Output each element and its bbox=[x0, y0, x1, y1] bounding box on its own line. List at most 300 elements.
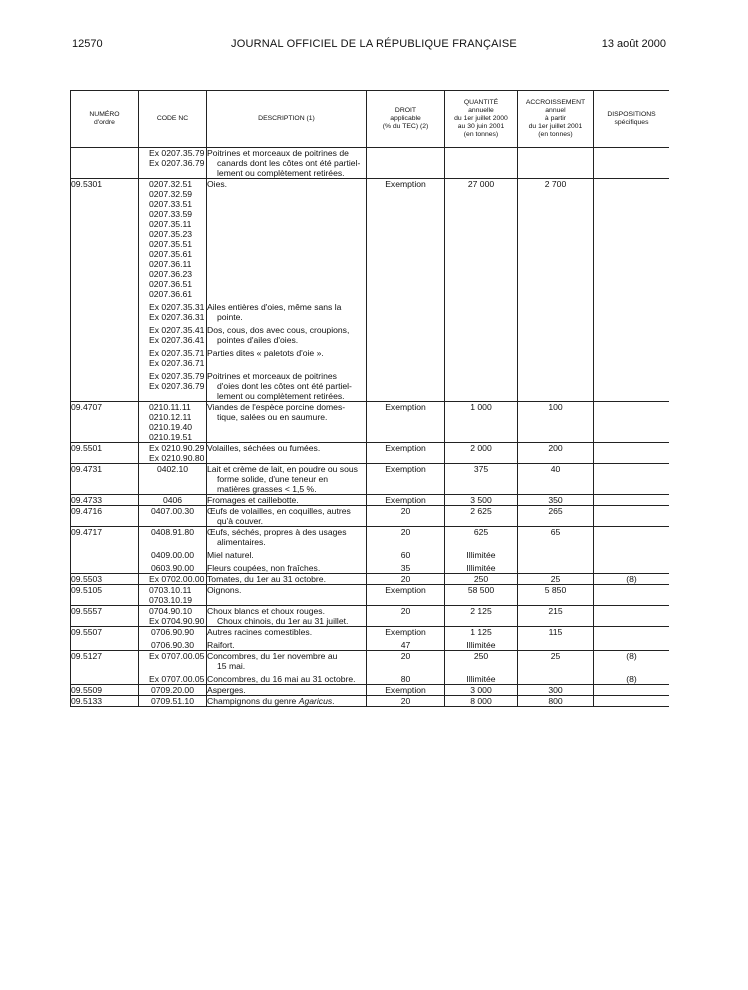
table-row bbox=[71, 574, 670, 585]
col-header-accroissement-line: à partir bbox=[544, 115, 567, 123]
description-text: lement ou complètement retirées. bbox=[217, 391, 345, 401]
cell-code-nc bbox=[139, 179, 207, 402]
accroissement-value-block bbox=[518, 550, 593, 560]
code-nc: 0210.12.11 bbox=[149, 412, 192, 422]
description-text: Parties dites « paletots d'oie ». bbox=[207, 348, 324, 358]
description-text: d'oies dont les côtes ont été partiel- bbox=[217, 381, 352, 391]
cell-dispositions bbox=[594, 651, 670, 685]
description-line bbox=[207, 640, 366, 650]
table-row bbox=[71, 627, 670, 651]
cell-numero: 09.5503 bbox=[71, 574, 139, 585]
droit-value: Exemption bbox=[385, 585, 426, 595]
quantite-value: 250 bbox=[473, 651, 489, 661]
cell-code-nc bbox=[139, 696, 207, 707]
code-nc: Ex 0210.90.80 bbox=[149, 453, 205, 463]
code-nc: 0407.00.30 bbox=[150, 506, 194, 516]
code-nc: Ex 0702.00.00 bbox=[149, 574, 205, 584]
description-text: Concombres, du 16 mai au 31 octobre. bbox=[207, 674, 356, 684]
quantite-value: Illimitée bbox=[466, 563, 496, 573]
col-header-droit bbox=[367, 91, 445, 148]
droit-value: 60 bbox=[400, 550, 411, 560]
description-block bbox=[207, 550, 366, 560]
cell-code-nc bbox=[139, 402, 207, 443]
description-text: 15 mai. bbox=[217, 661, 246, 671]
code-block bbox=[139, 651, 206, 671]
cell-droit bbox=[367, 402, 445, 443]
description-block bbox=[207, 302, 366, 322]
accroissement-value-block bbox=[518, 402, 593, 442]
accroissement-value: 5 850 bbox=[544, 585, 567, 595]
quantite-value-block bbox=[445, 627, 517, 637]
droit-value-block bbox=[367, 696, 444, 706]
description-text: matières grasses < 1,5 %. bbox=[217, 484, 317, 494]
accroissement-value-block bbox=[518, 325, 593, 345]
droit-value: 47 bbox=[400, 640, 411, 650]
droit-value-block bbox=[367, 674, 444, 684]
code-nc: 0207.35.61 bbox=[149, 249, 193, 259]
description-block bbox=[207, 627, 366, 637]
code-nc: Ex 0207.35.79 bbox=[149, 371, 205, 381]
accroissement-value-block bbox=[518, 348, 593, 368]
code-nc: 0704.90.10 bbox=[149, 606, 193, 616]
description-text: canards dont les côtes ont été partiel- bbox=[217, 158, 361, 168]
quantite-value: 58 500 bbox=[467, 585, 495, 595]
dispositions-value-block bbox=[594, 506, 669, 526]
description-line bbox=[207, 585, 366, 595]
quantite-value-block bbox=[445, 179, 517, 299]
code-nc: 0210.19.51 bbox=[149, 432, 193, 442]
description-block bbox=[207, 402, 366, 442]
quantite-value-block bbox=[445, 148, 517, 178]
cell-code-nc bbox=[139, 495, 207, 506]
quantite-value-block bbox=[445, 696, 517, 706]
description-line bbox=[207, 168, 366, 178]
col-header-numero-line: d'ordre bbox=[94, 119, 115, 126]
cell-description bbox=[207, 627, 367, 651]
droit-value-block bbox=[367, 640, 444, 650]
quantite-value-block bbox=[445, 674, 517, 684]
accroissement-value-block bbox=[518, 371, 593, 401]
cell-numero: 09.5557 bbox=[71, 606, 139, 627]
code-block bbox=[139, 402, 206, 442]
quantite-value: Illimitée bbox=[466, 640, 496, 650]
code-nc: Ex 0207.35.31 bbox=[149, 302, 205, 312]
description-block bbox=[207, 563, 366, 573]
quantite-value: Illimitée bbox=[466, 550, 496, 560]
code-nc: Ex 0707.00.05 bbox=[149, 674, 205, 684]
cell-dispositions bbox=[594, 606, 670, 627]
dispositions-value: (8) bbox=[626, 674, 637, 684]
accroissement-value-block bbox=[518, 302, 593, 322]
cell-quantite bbox=[445, 606, 518, 627]
quantite-value-block bbox=[445, 506, 517, 526]
quantite-value: 625 bbox=[473, 527, 489, 537]
quantite-value-block bbox=[445, 464, 517, 494]
description-text: . bbox=[332, 696, 335, 706]
cell-code-nc bbox=[139, 148, 207, 179]
droit-value-block bbox=[367, 443, 444, 463]
accroissement-value-block bbox=[518, 443, 593, 463]
description-block bbox=[207, 148, 366, 178]
accroissement-value: 2 700 bbox=[544, 179, 567, 189]
code-nc: Ex 0207.36.79 bbox=[149, 158, 205, 168]
cell-quantite bbox=[445, 696, 518, 707]
cell-dispositions bbox=[594, 402, 670, 443]
cell-code-nc bbox=[139, 651, 207, 685]
accroissement-value-block bbox=[518, 506, 593, 526]
droit-value-block bbox=[367, 651, 444, 671]
code-nc: Ex 0207.36.79 bbox=[149, 381, 205, 391]
description-line bbox=[207, 606, 366, 616]
description-line bbox=[207, 335, 366, 345]
droit-value-block bbox=[367, 685, 444, 695]
description-text: Autres racines comestibles. bbox=[207, 627, 313, 637]
description-line bbox=[207, 616, 366, 626]
cell-accroissement bbox=[518, 696, 594, 707]
cell-droit bbox=[367, 574, 445, 585]
dispositions-value-block bbox=[594, 348, 669, 368]
cell-description bbox=[207, 606, 367, 627]
cell-droit bbox=[367, 506, 445, 527]
col-header-quantite bbox=[445, 91, 518, 148]
quantite-value: 27 000 bbox=[467, 179, 495, 189]
journal-title: JOURNAL OFFICIEL DE LA RÉPUBLIQUE FRANÇAISE bbox=[231, 38, 517, 50]
col-header-droit-line: (% du TEC) (2) bbox=[382, 122, 429, 130]
description-text: qu'à couver. bbox=[217, 516, 264, 526]
table-row bbox=[71, 527, 670, 574]
code-block bbox=[139, 574, 206, 584]
description-text: Fleurs coupées, non fraîches. bbox=[207, 563, 321, 573]
cell-numero: 09.5507 bbox=[71, 627, 139, 651]
quantite-value: Illimitée bbox=[466, 674, 496, 684]
cell-numero: 09.5133 bbox=[71, 696, 139, 707]
cell-quantite bbox=[445, 464, 518, 495]
description-line bbox=[207, 412, 366, 422]
col-header-quantite-line: du 1er juillet 2000 bbox=[454, 115, 508, 123]
droit-value: Exemption bbox=[385, 495, 426, 505]
dispositions-value-block bbox=[594, 325, 669, 345]
description-block bbox=[207, 685, 366, 695]
cell-description bbox=[207, 402, 367, 443]
description-block bbox=[207, 585, 366, 605]
cell-code-nc bbox=[139, 506, 207, 527]
cell-droit bbox=[367, 627, 445, 651]
cell-description bbox=[207, 148, 367, 179]
cell-code-nc bbox=[139, 606, 207, 627]
cell-description bbox=[207, 574, 367, 585]
droit-value: Exemption bbox=[385, 402, 426, 412]
description-line bbox=[207, 443, 366, 453]
dispositions-value: (8) bbox=[626, 574, 637, 584]
code-nc: 0706.90.90 bbox=[150, 627, 194, 637]
code-nc: 0409.00.00 bbox=[150, 550, 194, 560]
cell-accroissement bbox=[518, 574, 594, 585]
cell-dispositions bbox=[594, 443, 670, 464]
droit-value-block bbox=[367, 148, 444, 178]
description-line bbox=[207, 661, 366, 671]
table-row bbox=[71, 179, 670, 402]
description-text: alimentaires. bbox=[217, 537, 266, 547]
cell-description bbox=[207, 696, 367, 707]
description-text: Œufs, séchés, propres à des usages bbox=[207, 527, 347, 537]
droit-value: Exemption bbox=[385, 443, 426, 453]
droit-value-block bbox=[367, 606, 444, 626]
cell-droit bbox=[367, 179, 445, 402]
code-block bbox=[139, 627, 206, 637]
code-block bbox=[139, 148, 206, 178]
accroissement-value: 115 bbox=[548, 627, 563, 637]
cell-numero: 09.4716 bbox=[71, 506, 139, 527]
cell-accroissement bbox=[518, 651, 594, 685]
description-line bbox=[207, 516, 366, 526]
code-block bbox=[139, 443, 206, 463]
description-block bbox=[207, 574, 366, 584]
code-nc: Ex 0707.00.05 bbox=[149, 651, 205, 661]
description-line bbox=[207, 574, 366, 584]
cell-droit bbox=[367, 464, 445, 495]
description-line bbox=[207, 312, 366, 322]
code-nc: Ex 0210.90.29 bbox=[149, 443, 205, 453]
dispositions-value-block bbox=[594, 640, 669, 650]
description-line bbox=[207, 371, 366, 381]
cell-quantite bbox=[445, 527, 518, 574]
publication-date: 13 août 2000 bbox=[601, 38, 666, 50]
description-block bbox=[207, 348, 366, 368]
droit-value-block bbox=[367, 574, 444, 584]
cell-numero: 09.5301 bbox=[71, 179, 139, 402]
description-line bbox=[207, 474, 366, 484]
droit-value-block bbox=[367, 563, 444, 573]
cell-droit bbox=[367, 148, 445, 179]
description-text: pointe. bbox=[217, 312, 243, 322]
description-line bbox=[207, 627, 366, 637]
tariff-table-container bbox=[70, 90, 669, 990]
cell-numero: 09.4731 bbox=[71, 464, 139, 495]
dispositions-value-block bbox=[594, 574, 669, 584]
droit-value-block bbox=[367, 527, 444, 547]
cell-dispositions bbox=[594, 585, 670, 606]
droit-value-block bbox=[367, 627, 444, 637]
col-header-accroissement-line: annuel bbox=[545, 107, 566, 115]
description-block bbox=[207, 443, 366, 463]
accroissement-value-block bbox=[518, 627, 593, 637]
quantite-value: 1 000 bbox=[470, 402, 492, 412]
quantite-value-block bbox=[445, 348, 517, 368]
code-block bbox=[139, 527, 206, 547]
cell-description bbox=[207, 506, 367, 527]
quantite-value-block bbox=[445, 402, 517, 442]
description-block bbox=[207, 506, 366, 526]
accroissement-value-block bbox=[518, 148, 593, 178]
cell-accroissement bbox=[518, 506, 594, 527]
droit-value-block bbox=[367, 302, 444, 322]
table-row bbox=[71, 606, 670, 627]
col-header-dispositions bbox=[594, 91, 670, 148]
table-row bbox=[71, 148, 670, 179]
description-text: Concombres, du 1er novembre au bbox=[207, 651, 338, 661]
cell-accroissement bbox=[518, 179, 594, 402]
dispositions-value-block bbox=[594, 402, 669, 442]
code-nc: 0709.51.10 bbox=[150, 696, 194, 706]
description-line bbox=[207, 537, 366, 547]
description-line bbox=[207, 464, 366, 474]
description-text: forme solide, d'une teneur en bbox=[217, 474, 329, 484]
cell-quantite bbox=[445, 651, 518, 685]
dispositions-value-block bbox=[594, 148, 669, 178]
droit-value-block bbox=[367, 495, 444, 505]
cell-numero bbox=[71, 148, 139, 179]
col-header-droit-line: applicable bbox=[390, 115, 421, 123]
description-line bbox=[207, 685, 366, 695]
code-block bbox=[139, 302, 206, 322]
accroissement-value: 300 bbox=[548, 685, 563, 695]
description-text: Asperges. bbox=[207, 685, 246, 695]
description-line bbox=[207, 158, 366, 168]
quantite-value-block bbox=[445, 685, 517, 695]
col-header-quantite-line: (en tonnes) bbox=[463, 130, 499, 138]
description-text: Viandes de l'espèce porcine domes- bbox=[207, 402, 346, 412]
table-row bbox=[71, 696, 670, 707]
dispositions-value-block bbox=[594, 527, 669, 547]
droit-value: Exemption bbox=[385, 685, 426, 695]
code-block bbox=[139, 371, 206, 401]
col-header-code: CODE NC bbox=[139, 91, 207, 148]
quantite-value: 375 bbox=[473, 464, 489, 474]
droit-value: 35 bbox=[400, 563, 411, 573]
cell-numero: 09.5105 bbox=[71, 585, 139, 606]
description-block bbox=[207, 464, 366, 494]
code-nc: 0207.36.23 bbox=[149, 269, 193, 279]
cell-quantite bbox=[445, 506, 518, 527]
table-row bbox=[71, 464, 670, 495]
quantite-value: 2 125 bbox=[470, 606, 492, 616]
description-block bbox=[207, 325, 366, 345]
quantite-value-block bbox=[445, 640, 517, 650]
cell-droit bbox=[367, 527, 445, 574]
accroissement-value-block bbox=[518, 179, 593, 299]
cell-description bbox=[207, 527, 367, 574]
droit-value: 20 bbox=[400, 506, 411, 516]
accroissement-value-block bbox=[518, 685, 593, 695]
droit-value-block bbox=[367, 402, 444, 442]
code-block bbox=[139, 606, 206, 626]
quantite-value-block bbox=[445, 606, 517, 626]
cell-dispositions bbox=[594, 696, 670, 707]
description-line bbox=[207, 381, 366, 391]
description-line bbox=[207, 302, 366, 312]
cell-quantite bbox=[445, 574, 518, 585]
cell-code-nc bbox=[139, 585, 207, 606]
cell-droit bbox=[367, 606, 445, 627]
droit-value-block bbox=[367, 585, 444, 605]
accroissement-value: 265 bbox=[548, 506, 563, 516]
description-text: Fromages et caillebotte. bbox=[207, 495, 299, 505]
description-line bbox=[207, 527, 366, 537]
accroissement-value-block bbox=[518, 495, 593, 505]
cell-description bbox=[207, 685, 367, 696]
col-header-dispositions-line: DISPOSITIONS bbox=[607, 111, 656, 119]
description-text: Raifort. bbox=[207, 640, 235, 650]
code-block bbox=[139, 495, 206, 505]
dispositions-value: (8) bbox=[626, 651, 637, 661]
description-line bbox=[207, 550, 366, 560]
code-nc: Ex 0207.36.31 bbox=[149, 312, 205, 322]
dispositions-value-block bbox=[594, 585, 669, 605]
cell-numero: 09.4733 bbox=[71, 495, 139, 506]
dispositions-value-block bbox=[594, 651, 669, 671]
code-nc: 0406 bbox=[162, 495, 183, 505]
description-block bbox=[207, 674, 366, 684]
col-header-accroissement-line: (en tonnes) bbox=[538, 130, 573, 138]
description-text: Ailes entières d'oies, même sans la bbox=[207, 302, 342, 312]
cell-droit bbox=[367, 696, 445, 707]
cell-code-nc bbox=[139, 527, 207, 574]
code-nc: 0706.90.30 bbox=[150, 640, 194, 650]
quantite-value: 250 bbox=[473, 574, 489, 584]
description-line bbox=[207, 148, 366, 158]
cell-quantite bbox=[445, 443, 518, 464]
cell-quantite bbox=[445, 627, 518, 651]
dispositions-value-block bbox=[594, 563, 669, 573]
dispositions-value-block bbox=[594, 674, 669, 684]
quantite-value-block bbox=[445, 371, 517, 401]
quantite-value: 3 500 bbox=[470, 495, 492, 505]
accroissement-value-block bbox=[518, 563, 593, 573]
description-text: Champignons du genre bbox=[207, 696, 299, 706]
description-text: Œufs de volailles, en coquilles, autres bbox=[207, 506, 351, 516]
cell-code-nc bbox=[139, 627, 207, 651]
cell-accroissement bbox=[518, 685, 594, 696]
table-row bbox=[71, 443, 670, 464]
cell-numero: 09.4717 bbox=[71, 527, 139, 574]
cell-quantite bbox=[445, 148, 518, 179]
cell-accroissement bbox=[518, 443, 594, 464]
code-nc: Ex 0207.35.41 bbox=[149, 325, 205, 335]
quantite-value: 3 000 bbox=[470, 685, 492, 695]
code-block bbox=[139, 506, 206, 526]
dispositions-value-block bbox=[594, 627, 669, 637]
code-nc: 0207.32.51 bbox=[149, 179, 193, 189]
cell-dispositions bbox=[594, 627, 670, 651]
table-body bbox=[71, 148, 670, 707]
table-row bbox=[71, 402, 670, 443]
cell-description bbox=[207, 585, 367, 606]
droit-value: Exemption bbox=[385, 179, 426, 189]
code-nc: 0210.19.40 bbox=[149, 422, 193, 432]
dispositions-value-block bbox=[594, 696, 669, 706]
droit-value-block bbox=[367, 348, 444, 368]
droit-value-block bbox=[367, 506, 444, 526]
accroissement-value: 40 bbox=[550, 464, 561, 474]
cell-accroissement bbox=[518, 464, 594, 495]
accroissement-value-block bbox=[518, 640, 593, 650]
quantite-value-block bbox=[445, 443, 517, 463]
dispositions-value-block bbox=[594, 464, 669, 494]
code-nc: 0207.36.11 bbox=[149, 259, 192, 269]
table-row bbox=[71, 495, 670, 506]
cell-code-nc bbox=[139, 464, 207, 495]
cell-description bbox=[207, 495, 367, 506]
dispositions-value-block bbox=[594, 550, 669, 560]
accroissement-value: 25 bbox=[550, 651, 561, 661]
accroissement-value-block bbox=[518, 585, 593, 605]
code-nc: 0207.35.11 bbox=[149, 219, 192, 229]
code-nc: 0207.36.61 bbox=[149, 289, 193, 299]
description-text: Oignons. bbox=[207, 585, 242, 595]
accroissement-value: 25 bbox=[550, 574, 561, 584]
code-block bbox=[139, 325, 206, 345]
quantite-value: 2 625 bbox=[470, 506, 492, 516]
